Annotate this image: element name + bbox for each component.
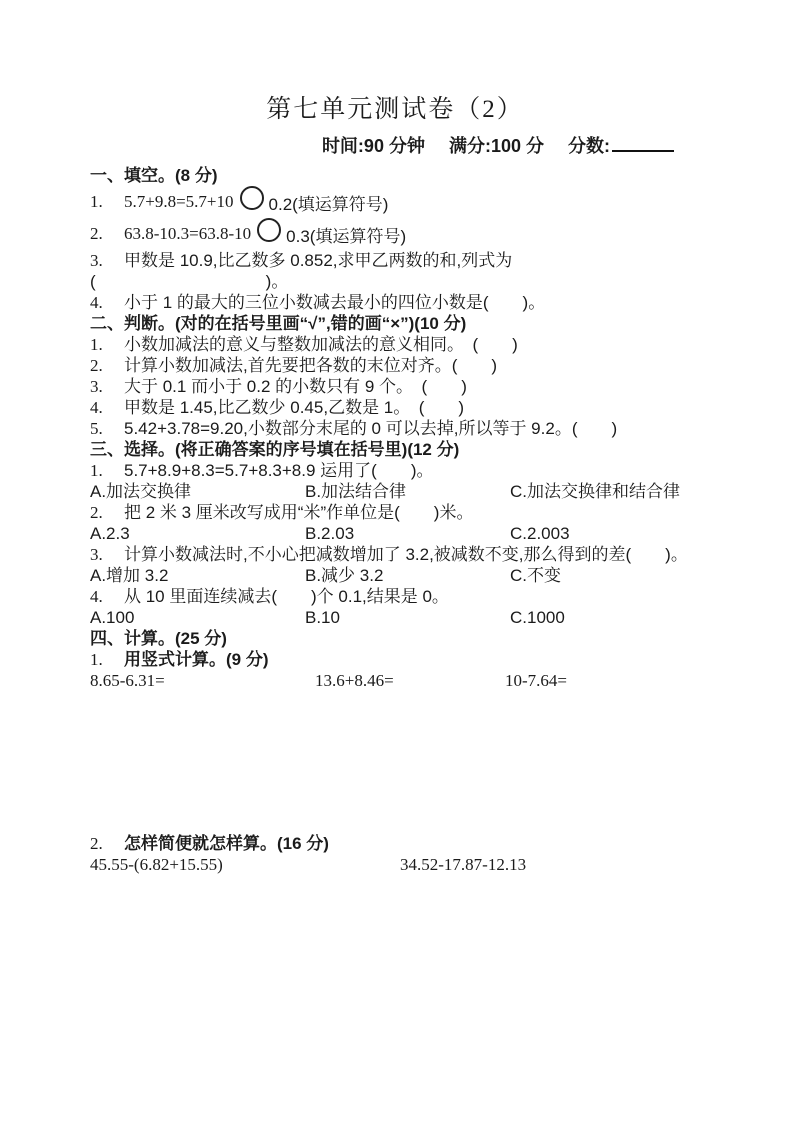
question-text: 5.42+3.78=9.20,小数部分末尾的 0 可以去掉,所以等于 9.2。( ) xyxy=(124,419,618,438)
fill-question-3 xyxy=(90,250,700,292)
calc-subheading-1 xyxy=(90,649,700,670)
section-2-heading: 二、判断。(对的在括号里画“√”,错的画“×”)(10 分) xyxy=(90,314,467,333)
paper-title: 第七单元测试卷（2） xyxy=(266,96,524,123)
equation-3: 10-7.64= xyxy=(505,671,567,690)
choice-question-2 xyxy=(90,502,700,523)
question-text: 小数加减法的意义与整数加减法的意义相同。 ( ) xyxy=(124,335,518,354)
paper-meta-row xyxy=(90,135,674,157)
expression-right: 0.2(填运算符号) xyxy=(268,194,389,214)
simplify-calc-row xyxy=(90,854,700,875)
fill-question-4 xyxy=(90,292,700,313)
question-number: 1. xyxy=(90,192,103,211)
question-number: 1. xyxy=(90,461,103,480)
question-number: 3. xyxy=(90,251,103,270)
option-c: C.2.003 xyxy=(510,524,570,543)
question-number: 2. xyxy=(90,224,103,243)
judge-question-5 xyxy=(90,418,700,439)
score-blank-line xyxy=(612,135,674,152)
question-text: 大于 0.1 而小于 0.2 的小数只有 9 个。 ( ) xyxy=(124,377,467,396)
question-text: 5.7+8.9+8.3=5.7+8.3+8.9 运用了( )。 xyxy=(124,461,434,480)
question-number: 2. xyxy=(90,834,103,853)
section-1-heading: 一、填空。(8 分) xyxy=(90,166,218,185)
judge-question-2 xyxy=(90,355,700,376)
operator-circle-icon xyxy=(240,186,264,210)
question-number: 4. xyxy=(90,398,103,417)
option-a: A.增加 3.2 xyxy=(90,566,169,585)
question-number: 4. xyxy=(90,293,103,312)
question-text: 甲数是 10.9,比乙数多 0.852,求甲乙两数的和,列式为( )。 xyxy=(90,251,513,291)
choice-options-1 xyxy=(90,481,700,502)
option-a: A.100 xyxy=(90,608,135,627)
question-text: 计算小数减法时,不小心把减数增加了 3.2,被减数不变,那么得到的差( )。 xyxy=(124,545,688,564)
choice-question-1 xyxy=(90,460,700,481)
question-text: 计算小数加减法,首先要把各数的末位对齐。( ) xyxy=(124,356,498,375)
judge-question-3 xyxy=(90,376,700,397)
question-text: 甲数是 1.45,比乙数少 0.45,乙数是 1。 ( ) xyxy=(124,398,465,417)
question-number: 1. xyxy=(90,650,103,669)
fill-question-2 xyxy=(90,218,700,250)
subheading-text: 用竖式计算。(9 分) xyxy=(124,650,269,669)
subheading-text: 怎样简便就怎样算。(16 分) xyxy=(124,834,329,853)
expression-right: 0.3(填运算符号) xyxy=(286,226,407,246)
question-number: 3. xyxy=(90,545,103,564)
fill-question-1 xyxy=(90,186,700,218)
choice-options-3 xyxy=(90,565,700,586)
choice-options-2 xyxy=(90,523,700,544)
equation-1: 8.65-6.31= xyxy=(90,671,165,690)
question-number: 4. xyxy=(90,587,103,606)
expression-left: 63.8-10.3=63.8-10 xyxy=(124,224,252,243)
section-4-heading: 四、计算。(25 分) xyxy=(90,629,227,648)
question-number: 1. xyxy=(90,335,103,354)
option-b: B.减少 3.2 xyxy=(305,566,384,585)
full-score-info: 满分:100 分 xyxy=(448,136,544,156)
option-c: C.加法交换律和结合律 xyxy=(510,482,680,501)
option-b: B.2.03 xyxy=(305,524,355,543)
question-number: 2. xyxy=(90,503,103,522)
expression-2: 34.52-17.87-12.13 xyxy=(400,855,527,874)
question-number: 5. xyxy=(90,419,103,438)
question-number: 2. xyxy=(90,356,103,375)
operator-circle-icon xyxy=(257,218,281,242)
question-text: 从 10 里面连续减去( )个 0.1,结果是 0。 xyxy=(124,587,449,606)
score-label-group xyxy=(568,135,674,157)
vertical-calc-row xyxy=(90,670,700,691)
expression-1: 45.55-(6.82+15.55) xyxy=(90,855,223,874)
option-a: A.加法交换律 xyxy=(90,482,192,501)
option-b: B.10 xyxy=(305,608,340,627)
judge-question-4 xyxy=(90,397,700,418)
work-space xyxy=(90,691,700,833)
score-label: 分数: xyxy=(568,136,610,156)
question-text: 把 2 米 3 厘米改写成用“米”作单位是( )米。 xyxy=(124,503,474,522)
option-b: B.加法结合律 xyxy=(305,482,407,501)
question-text: 小于 1 的最大的三位小数减去最小的四位小数是( )。 xyxy=(124,293,546,312)
section-3-heading: 三、选择。(将正确答案的序号填在括号里)(12 分) xyxy=(90,440,460,459)
option-a: A.2.3 xyxy=(90,524,130,543)
choice-question-4 xyxy=(90,586,700,607)
option-c: C.1000 xyxy=(510,608,565,627)
question-number: 3. xyxy=(90,377,103,396)
equation-2: 13.6+8.46= xyxy=(315,671,394,690)
option-c: C.不变 xyxy=(510,566,561,585)
time-info: 时间:90 分钟 xyxy=(321,136,425,156)
judge-question-1 xyxy=(90,334,700,355)
calc-subheading-2 xyxy=(90,833,700,854)
expression-left: 5.7+9.8=5.7+10 xyxy=(124,192,234,211)
choice-question-3 xyxy=(90,544,700,565)
choice-options-4 xyxy=(90,607,700,628)
